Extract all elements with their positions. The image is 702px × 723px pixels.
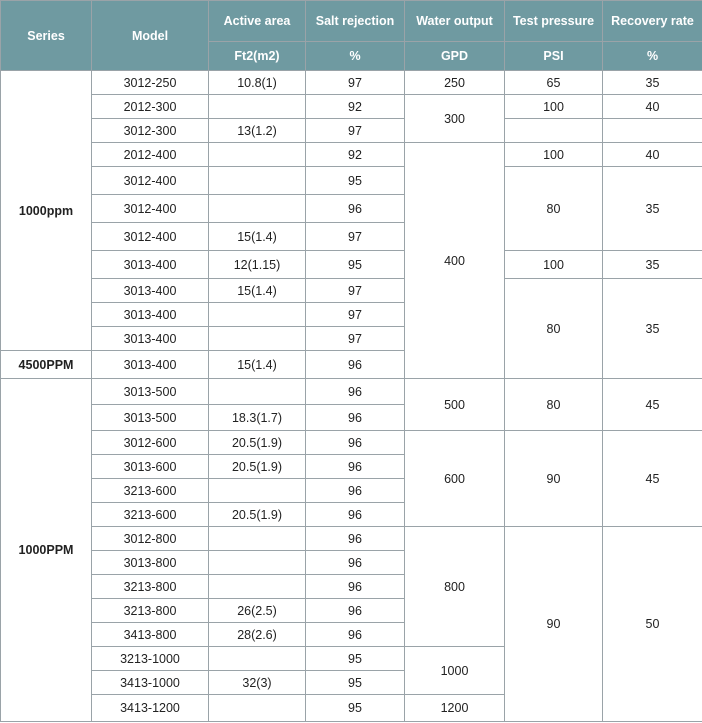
model-cell: 3013-600 [92, 455, 209, 479]
header-series: Series [1, 1, 92, 71]
pressure-cell: 100 [505, 95, 603, 119]
rejection-cell: 96 [306, 503, 405, 527]
rejection-cell: 97 [306, 327, 405, 351]
series-cell: 1000PPM [1, 379, 92, 722]
output-cell: 400 [405, 143, 505, 379]
model-cell: 3013-500 [92, 405, 209, 431]
area-cell: 15(1.4) [209, 223, 306, 251]
recovery-cell: 50 [603, 527, 702, 722]
rejection-cell: 95 [306, 167, 405, 195]
area-cell [209, 695, 306, 722]
header-active-area: Active area [209, 1, 306, 42]
pressure-cell: 65 [505, 71, 603, 95]
unit-test-pressure: PSI [505, 42, 603, 71]
rejection-cell: 96 [306, 575, 405, 599]
output-cell: 250 [405, 71, 505, 95]
model-cell: 3213-1000 [92, 647, 209, 671]
table-row [1, 119, 702, 143]
output-cell: 300 [405, 95, 505, 143]
model-cell: 3213-600 [92, 503, 209, 527]
rejection-cell: 92 [306, 95, 405, 119]
output-cell: 1000 [405, 647, 505, 695]
rejection-cell: 96 [306, 623, 405, 647]
table-row [1, 251, 702, 279]
rejection-cell: 96 [306, 527, 405, 551]
area-cell: 32(3) [209, 671, 306, 695]
area-cell [209, 143, 306, 167]
header-test-pressure: Test pressure [505, 1, 603, 42]
model-cell: 3413-1000 [92, 671, 209, 695]
area-cell: 26(2.5) [209, 599, 306, 623]
pressure-cell: 80 [505, 379, 603, 431]
pressure-cell: 80 [505, 167, 603, 251]
area-cell: 12(1.15) [209, 251, 306, 279]
recovery-cell: 35 [603, 279, 702, 379]
output-cell: 800 [405, 527, 505, 647]
rejection-cell: 97 [306, 303, 405, 327]
area-cell [209, 95, 306, 119]
recovery-cell: 35 [603, 71, 702, 95]
model-cell: 3013-400 [92, 279, 209, 303]
table-header [1, 1, 702, 71]
model-cell: 3013-800 [92, 551, 209, 575]
output-cell: 500 [405, 379, 505, 431]
table-row [1, 143, 702, 167]
area-cell [209, 647, 306, 671]
table-row [1, 527, 702, 551]
rejection-cell: 96 [306, 551, 405, 575]
pressure-cell [505, 119, 603, 143]
model-cell: 3413-1200 [92, 695, 209, 722]
unit-water-output: GPD [405, 42, 505, 71]
area-cell: 20.5(1.9) [209, 455, 306, 479]
recovery-cell: 45 [603, 379, 702, 431]
pressure-cell: 90 [505, 527, 603, 722]
table-row [1, 71, 702, 95]
rejection-cell: 96 [306, 431, 405, 455]
model-cell: 3012-400 [92, 223, 209, 251]
table-body [1, 71, 702, 722]
model-cell: 3213-800 [92, 575, 209, 599]
rejection-cell: 97 [306, 279, 405, 303]
area-cell: 18.3(1.7) [209, 405, 306, 431]
recovery-cell: 40 [603, 95, 702, 119]
model-cell: 3213-600 [92, 479, 209, 503]
table-row [1, 279, 702, 303]
area-cell [209, 575, 306, 599]
recovery-cell: 40 [603, 143, 702, 167]
area-cell: 15(1.4) [209, 279, 306, 303]
model-cell: 3013-400 [92, 303, 209, 327]
model-cell: 3013-400 [92, 351, 209, 379]
area-cell [209, 527, 306, 551]
recovery-cell: 35 [603, 167, 702, 251]
area-cell [209, 195, 306, 223]
rejection-cell: 96 [306, 405, 405, 431]
area-cell [209, 479, 306, 503]
recovery-cell [603, 119, 702, 143]
rejection-cell: 96 [306, 351, 405, 379]
model-cell: 3013-500 [92, 379, 209, 405]
rejection-cell: 95 [306, 695, 405, 722]
area-cell: 13(1.2) [209, 119, 306, 143]
unit-recovery-rate: % [603, 42, 702, 71]
header-model: Model [92, 1, 209, 71]
rejection-cell: 95 [306, 647, 405, 671]
table-row [1, 379, 702, 405]
rejection-cell: 96 [306, 195, 405, 223]
recovery-cell: 35 [603, 251, 702, 279]
pressure-cell: 90 [505, 431, 603, 527]
model-cell: 3213-800 [92, 599, 209, 623]
model-cell: 3012-400 [92, 167, 209, 195]
area-cell: 20.5(1.9) [209, 503, 306, 527]
rejection-cell: 96 [306, 479, 405, 503]
model-cell: 2012-300 [92, 95, 209, 119]
pressure-cell: 80 [505, 279, 603, 379]
model-cell: 3013-400 [92, 327, 209, 351]
area-cell: 28(2.6) [209, 623, 306, 647]
model-cell: 2012-400 [92, 143, 209, 167]
area-cell: 15(1.4) [209, 351, 306, 379]
model-cell: 3012-600 [92, 431, 209, 455]
output-cell: 600 [405, 431, 505, 527]
model-cell: 3012-300 [92, 119, 209, 143]
area-cell [209, 379, 306, 405]
area-cell [209, 167, 306, 195]
rejection-cell: 95 [306, 251, 405, 279]
rejection-cell: 96 [306, 455, 405, 479]
rejection-cell: 97 [306, 223, 405, 251]
table-row [1, 95, 702, 119]
area-cell [209, 551, 306, 575]
pressure-cell: 100 [505, 251, 603, 279]
rejection-cell: 95 [306, 671, 405, 695]
rejection-cell: 97 [306, 71, 405, 95]
pressure-cell: 100 [505, 143, 603, 167]
unit-salt-rejection: % [306, 42, 405, 71]
area-cell [209, 303, 306, 327]
table-row [1, 431, 702, 455]
area-cell [209, 327, 306, 351]
series-cell: 4500PPM [1, 351, 92, 379]
model-cell: 3012-250 [92, 71, 209, 95]
output-cell: 1200 [405, 695, 505, 722]
rejection-cell: 96 [306, 599, 405, 623]
header-water-output: Water output [405, 1, 505, 42]
table-row [1, 167, 702, 195]
rejection-cell: 92 [306, 143, 405, 167]
model-cell: 3012-400 [92, 195, 209, 223]
area-cell: 10.8(1) [209, 71, 306, 95]
series-cell: 1000ppm [1, 71, 92, 351]
model-cell: 3013-400 [92, 251, 209, 279]
rejection-cell: 97 [306, 119, 405, 143]
area-cell: 20.5(1.9) [209, 431, 306, 455]
header-salt-rejection: Salt rejection [306, 1, 405, 42]
header-recovery-rate: Recovery rate [603, 1, 702, 42]
recovery-cell: 45 [603, 431, 702, 527]
model-cell: 3012-800 [92, 527, 209, 551]
model-cell: 3413-800 [92, 623, 209, 647]
unit-active-area: Ft2(m2) [209, 42, 306, 71]
rejection-cell: 96 [306, 379, 405, 405]
